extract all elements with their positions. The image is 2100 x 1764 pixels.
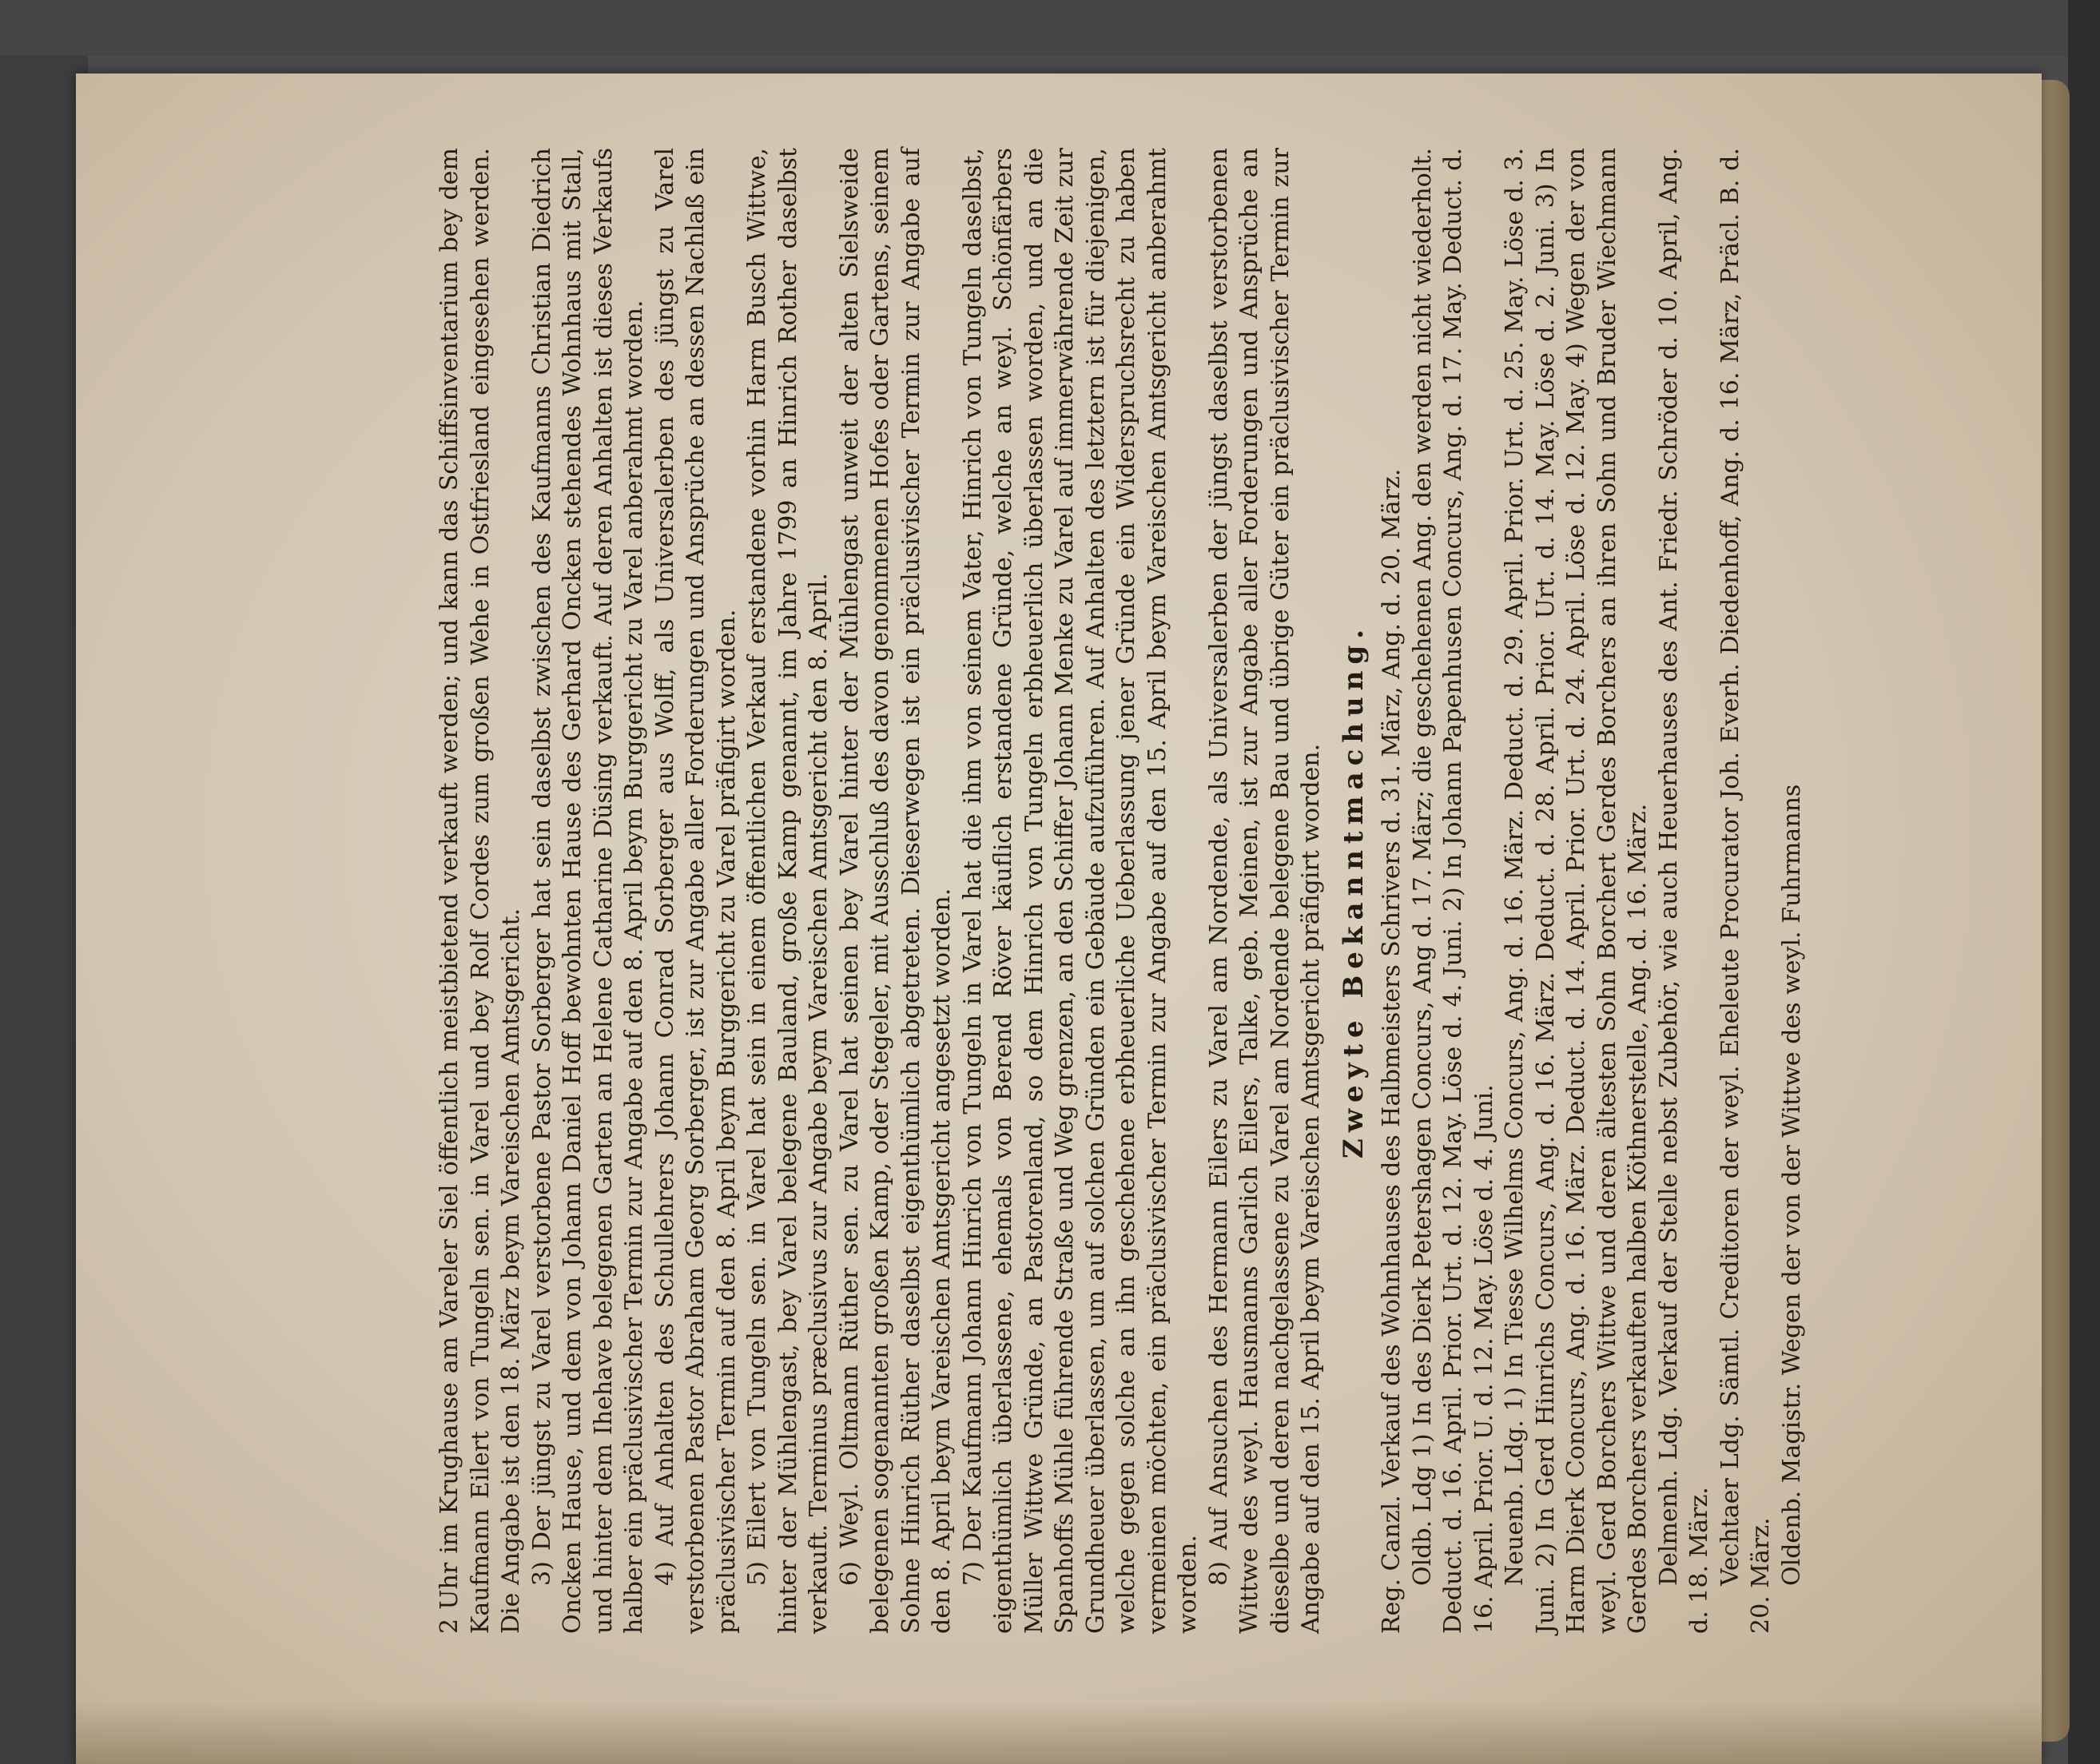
paragraph-1: 2 Uhr im Krughause am Vareler Siel öffentlich meistbietend verkauft werden; und kann das Schiffsinventarium bey dem Kaufmann Eilert von Tungeln sen. in Varel und bey Rolf Cordes zum großen Wehe in Ostfriesland eingesehen werden. Die Angabe ist den 18. März beym Vareischen Amtsgericht. — [436, 148, 525, 1634]
rotated-text-block — [435, 148, 1806, 1634]
paragraph-4: 5) Eilert von Tungeln sen. in Varel hat sein in einem öffentlichen Verkauf erstandene vorhin Harm Busch Wittwe, hinter der Mühlengast, bey Varel belegene Bauland, große Kamp genannt, im Jahre 1799 an Hinrich Rother daselbst verkauft. Terminus præclusivus zur Angabe beym Vareischen Amtsgericht den 8. April. — [743, 148, 833, 1634]
paragraph-6: 7) Der Kaufmann Johann Hinrich von Tungeln in Varel hat die ihm von seinem Vater, Hinrich von Tungeln daselbst, eigenthümlich überlassene, ehemals von Berend Röver käuflich erstandene Gründe, welche an weyl. Schönfärbers Müller Wittwe Gründe, an Pastorenland, so dem Hinrich von Tungeln erbheuerlich überlassen worden, und an die Spanhoffs Mühle führende Straße und Weg grenzen, an den Schiffer Johann Menke zu Varel auf immerwährende Zeit zur Grundheuer überlassen, um auf solchen Gründen ein Gebäude aufzuführen. Auf Anhalten des letztern ist für diejenigen, welche gegen solche an ihn geschehene erbheuerliche Ueberlassung jener Gründe ein Widerspruchsrecht zu haben vermeinen möchten, ein präclusivischer Termin zur Angabe auf den 15. April beym Vareischen Amtsgericht anberahmt worden. — [958, 148, 1202, 1634]
background-right — [2068, 0, 2100, 1764]
document-page — [76, 74, 2042, 1764]
notice-delmenh-ldg: Delmenh. Ldg. Verkauf der Stelle nebst Zubehör, wie auch Heuerhauses des Ant. Friedr. Schröder d. 10. April, Ang. d. 18. März. — [1654, 148, 1713, 1634]
background-top — [0, 0, 2100, 56]
notice-oldb-ldg: Oldb. Ldg 1) In des Dierk Petershagen Concurs, Ang d. 17. März; die geschehenen Ang. den werden nicht wiederholt. Deduct. d. 16. April. Prior. Urt. d. 12. May. Löse d. 4. Juni. 2) In Johann Papenhusen Concurs, Ang. d. 17. May. Deduct. d. 16. April. Prior. U. d. 12. May. Löse d. 4. Juni. — [1408, 148, 1498, 1634]
paragraph-2: 3) Der jüngst zu Varel verstorbene Pastor Sorberger hat sein daselbst zwischen des Kaufmanns Christian Diedrich Oncken Hause, und dem von Johann Daniel Hoff bewohnten Hause des Gerhard Oncken stehendes Wohnhaus mit Stall, und hinter dem Ihehave belegenen Garten an Helene Catharine Düsing verkauft. Auf deren Anhalten ist dieses Verkaufs halber ein präclusivischer Termin zur Angabe auf den 8. April beym Burggericht zu Varel anberahmt worden. — [527, 148, 648, 1634]
background-left — [0, 0, 88, 1764]
notice-vechtaer-ldg: Vechtaer Ldg. Sämtl. Creditoren der weyl. Eheleute Procurator Joh. Everh. Diedenhoff, Ang. d. 16. März, Präcl. B. d. 20. März. — [1716, 148, 1775, 1634]
notice-neuenb-ldg: Neuenb. Ldg. 1) In Tiesse Wilhelms Concurs, Ang. d. 16. März. Deduct. d. 29. April. Prior. Urt. d. 25. May. Löse d. 3. Juni. 2) In Gerd Hinrichs Concurs, Ang. d. 16. März. Deduct. d. 28. April. Prior. Urt. d. 14. May. Löse d. 2. Juni. 3) In Harm Dierk Concurs, Ang. d. 16. März. Deduct. d. 14. April. Prior. Urt. d. 24. April. Löse d. 12. May. 4) Wegen der von weyl. Gerd Borchers Wittwe und deren ältesten Sohn Borchert Gerdes Borchers an ihren Sohn und Bruder Wiechmann Gerdes Borchers verkauften halben Köthnerstelle, Ang. d. 16. März. — [1501, 148, 1652, 1634]
notice-oldenb-magistr: Oldenb. Magistr. Wegen der von der Wittwe des weyl. Fuhrmanns — [1777, 784, 1806, 1586]
notice-reg-canzl: Reg. Canzl. Verkauf des Wohnhauses des Halbmeisters Schrivers d. 31. März, Ang. d. 20. März. — [1378, 468, 1406, 1634]
paragraph-7: 8) Auf Ansuchen des Hermann Eilers zu Varel am Nordende, als Universalerben der jüngst daselbst verstorbenen Wittwe des weyl. Hausmanns Garlich Eilers, Talke, geb. Meinen, ist zur Angabe aller Forderungen und Ansprüche an dieselbe und deren nachgelassene zu Varel am Nordende belegene Bau und übrige Güter ein präclusivischer Termin zur Angabe auf den 15. April beym Vareischen Amtsgericht präfigirt worden. — [1204, 148, 1325, 1634]
section-title: Zweyte Bekanntmachung. — [1337, 622, 1370, 1159]
paragraph-3: 4) Auf Anhalten des Schullehrers Johann Conrad Sorberger aus Wolff, als Universalerben des jüngst zu Varel verstorbenen Pastor Abraham Georg Sorberger, ist zur Angabe aller Forderungen und Ansprüche an dessen Nachlaß ein präclusivischer Termin auf den 8. April beym Burggericht zu Varel präfigirt worden. — [650, 148, 741, 1634]
paragraph-5: 6) Weyl. Oltmann Rüther sen. zu Varel hat seinen bey Varel hinter der Mühlengast unweit der alten Sielsweide belegenen sogenannten großen Kamp, oder Stegeler, mit Ausschluß des davon genommenen Hofes oder Gartens, seinem Sohne Hinrich Rüther daselbst eigenthümlich abgetreten. Dieserwegen ist ein präclusivischer Termin zur Angabe auf den 8. April beym Vareischen Amtsgericht angesetzt worden. — [835, 148, 956, 1634]
